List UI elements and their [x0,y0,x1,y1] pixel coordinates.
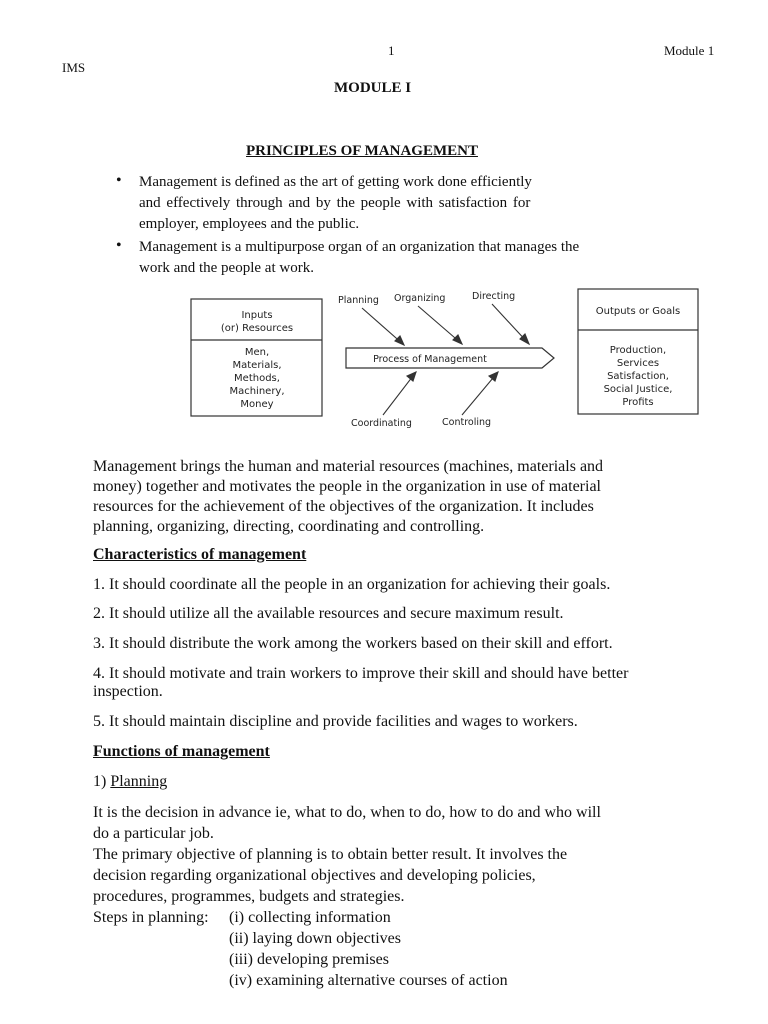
intro-line: money) together and motivates the people in the organization in use of material [93,478,601,495]
outputs-title: Outputs or Goals [595,306,681,317]
planning-number: 1) [93,773,107,790]
characteristic-item: 1. It should coordinate all the people in an organization for achieving their goals. [93,576,611,593]
inputs-title-1: Inputs [241,310,273,321]
module-label: Module 1 [664,43,715,58]
characteristics-heading: Characteristics of management [93,546,307,563]
characteristic-item: 3. It should distribute the work among the workers based on their skill and effort. [93,635,613,652]
function-controlling: Controling [442,417,492,428]
planning-step: (iii) developing premises [229,951,389,968]
function-coordinating: Coordinating [351,418,412,429]
intro-line: Management brings the human and material resources (machines, materials and [93,458,604,475]
function-planning: Planning [338,295,379,306]
org-label: IMS [62,60,86,75]
characteristic-item-continued: inspection. [93,683,163,700]
planning-text-line: decision regarding organizational objectives and developing policies, [93,867,536,884]
bullet-icon: • [116,172,122,189]
planning-step: (iv) examining alternative courses of action [229,972,508,989]
bullet-1-line-1: Management is defined as the art of getting work done efficiently [139,174,532,190]
page-subtitle: PRINCIPLES OF MANAGEMENT [246,143,478,159]
function-organizing: Organizing [394,293,446,304]
output-item: Social Justice, [603,384,673,395]
page-title: MODULE I [334,80,412,96]
characteristic-item: 2. It should utilize all the available resources and secure maximum result. [93,605,564,622]
input-item: Machinery, [229,386,285,397]
output-item: Profits [622,397,654,408]
output-item: Satisfaction, [607,371,669,382]
planning-step: (i) collecting information [229,909,391,926]
planning-text-line: procedures, programmes, budgets and strategies. [93,888,405,905]
bullet-icon: • [116,237,122,254]
bullet-1-line-3: employer, employees and the public. [139,216,360,232]
planning-text-line: It is the decision in advance ie, what to do, when to do, how to do and who will [93,804,601,821]
planning-heading [93,771,167,792]
process-label: Process of Management [373,354,487,365]
output-item: Production, [609,345,667,356]
function-directing: Directing [472,291,516,302]
steps-label: Steps in planning: [93,909,209,926]
planning-label: Planning [110,773,168,790]
input-item: Men, [244,347,270,358]
inputs-title-2: (or) Resources [220,323,294,334]
management-process-diagram [180,283,710,443]
bullet-2-line-2: work and the people at work. [139,260,314,276]
bullet-1-line-2: and effectively through and by the people with satisfaction for [139,195,531,211]
page-number: 1 [388,43,395,58]
intro-line: planning, organizing, directing, coordinating and controlling. [93,518,485,535]
input-item: Methods, [234,373,280,384]
planning-text-line: do a particular job. [93,825,214,842]
input-item: Materials, [232,360,282,371]
planning-step: (ii) laying down objectives [229,930,401,947]
intro-line: resources for the achievement of the objectives of the organization. It includes [93,498,594,515]
planning-text-line: The primary objective of planning is to obtain better result. It involves the [93,846,568,863]
input-item: Money [240,399,274,410]
characteristic-item: 4. It should motivate and train workers to improve their skill and should have better [93,665,629,682]
characteristic-item: 5. It should maintain discipline and provide facilities and wages to workers. [93,713,578,730]
output-item: Services [616,358,660,369]
bullet-2-line-1: Management is a multipurpose organ of an organization that manages the [139,239,580,255]
functions-heading: Functions of management [93,743,270,760]
